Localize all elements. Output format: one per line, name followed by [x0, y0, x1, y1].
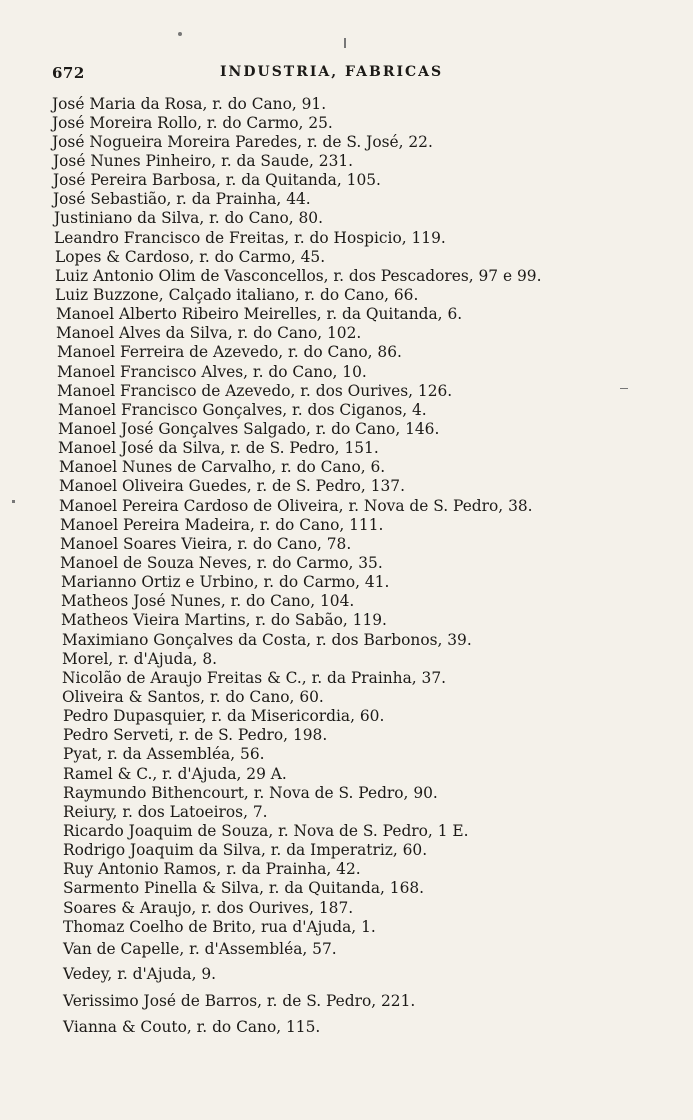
- directory-entry: Thomaz Coelho de Brito, rua d'Ajuda, 1.: [63, 918, 376, 936]
- directory-entry: José Maria da Rosa, r. do Cano, 91.: [52, 95, 327, 113]
- directory-entry: Manoel Francisco Gonçalves, r. dos Ciganos, 4.: [58, 401, 427, 419]
- directory-entry: Manoel Pereira Cardoso de Oliveira, r. Nova de S. Pedro, 38.: [59, 497, 533, 515]
- ink-speck: [620, 388, 628, 389]
- page-number: 672: [52, 64, 85, 82]
- directory-entry: Sarmento Pinella & Silva, r. da Quitanda, 168.: [63, 879, 425, 897]
- directory-entry: Leandro Francisco de Freitas, r. do Hospicio, 119.: [54, 229, 446, 247]
- directory-entry: Luiz Buzzone, Calçado italiano, r. do Cano, 66.: [55, 286, 419, 304]
- directory-entry: Ricardo Joaquim de Souza, r. Nova de S. Pedro, 1 E.: [63, 822, 469, 840]
- directory-entry: Pedro Dupasquier, r. da Misericordia, 60.: [63, 707, 385, 725]
- directory-entry: José Sebastião, r. da Prainha, 44.: [53, 190, 311, 208]
- directory-entry: José Nogueira Moreira Paredes, r. de S. José, 22.: [52, 133, 433, 151]
- directory-entry: Manoel Francisco de Azevedo, r. dos Ourives, 126.: [57, 382, 453, 400]
- directory-entry: Rodrigo Joaquim da Silva, r. da Imperatriz, 60.: [63, 841, 428, 859]
- directory-entry: Pyat, r. da Assembléa, 56.: [63, 745, 265, 763]
- directory-entry: Raymundo Bithencourt, r. Nova de S. Pedro, 90.: [63, 784, 438, 802]
- directory-entry: Vedey, r. d'Ajuda, 9.: [63, 965, 217, 983]
- running-head: INDUSTRIA, FABRICAS: [220, 64, 444, 80]
- directory-entry: Soares & Araujo, r. dos Ourives, 187.: [63, 899, 354, 917]
- directory-entry: José Pereira Barbosa, r. da Quitanda, 105.: [53, 171, 381, 189]
- ink-speck: [178, 32, 182, 36]
- directory-entry: José Nunes Pinheiro, r. da Saude, 231.: [53, 152, 354, 170]
- directory-entry: Manoel Soares Vieira, r. do Cano, 78.: [60, 535, 352, 553]
- directory-entry: Luiz Antonio Olim de Vasconcellos, r. dos Pescadores, 97 e 99.: [55, 267, 542, 285]
- directory-entry: Manoel Francisco Alves, r. do Cano, 10.: [57, 363, 367, 381]
- directory-entry: Matheos Vieira Martins, r. do Sabão, 119.: [61, 611, 387, 629]
- directory-entry: Manoel Nunes de Carvalho, r. do Cano, 6.: [59, 458, 386, 476]
- directory-entry: Verissimo José de Barros, r. de S. Pedro, 221.: [63, 992, 416, 1010]
- directory-entry: Oliveira & Santos, r. do Cano, 60.: [62, 688, 324, 706]
- directory-entry: Marianno Ortiz e Urbino, r. do Carmo, 41.: [61, 573, 390, 591]
- directory-entry: Manoel Alves da Silva, r. do Cano, 102.: [56, 324, 362, 342]
- directory-entry: Manoel Alberto Ribeiro Meirelles, r. da Quitanda, 6.: [56, 305, 463, 323]
- directory-entry: Van de Capelle, r. d'Assembléa, 57.: [63, 940, 337, 958]
- directory-entry: Manoel de Souza Neves, r. do Carmo, 35.: [60, 554, 383, 572]
- directory-entry: Lopes & Cardoso, r. do Carmo, 45.: [55, 248, 326, 266]
- directory-entry: Maximiano Gonçalves da Costa, r. dos Barbonos, 39.: [62, 631, 472, 649]
- directory-entry: Manoel Ferreira de Azevedo, r. do Cano, 86.: [57, 343, 402, 361]
- directory-entry: Manoel Oliveira Guedes, r. de S. Pedro, 137.: [59, 477, 405, 495]
- directory-entry: Reiury, r. dos Latoeiros, 7.: [63, 803, 268, 821]
- directory-entry: José Moreira Rollo, r. do Carmo, 25.: [52, 114, 333, 132]
- directory-entry: Manoel Pereira Madeira, r. do Cano, 111.: [60, 516, 384, 534]
- directory-entry: Manoel José Gonçalves Salgado, r. do Cano, 146.: [58, 420, 440, 438]
- directory-entry: Manoel José da Silva, r. de S. Pedro, 151.: [58, 439, 379, 457]
- directory-entry: Vianna & Couto, r. do Cano, 115.: [63, 1018, 321, 1036]
- directory-entry: Morel, r. d'Ajuda, 8.: [62, 650, 218, 668]
- directory-entry: Justiniano da Silva, r. do Cano, 80.: [54, 209, 323, 227]
- directory-entry: Ruy Antonio Ramos, r. da Prainha, 42.: [63, 860, 361, 878]
- directory-entry: Nicolão de Araujo Freitas & C., r. da Prainha, 37.: [62, 669, 447, 687]
- directory-entry: Ramel & C., r. d'Ajuda, 29 A.: [63, 765, 287, 783]
- ink-speck: [12, 500, 15, 503]
- directory-entry: Pedro Serveti, r. de S. Pedro, 198.: [63, 726, 328, 744]
- ink-speck: [344, 38, 346, 48]
- page-header: [52, 64, 482, 86]
- directory-entry: Matheos José Nunes, r. do Cano, 104.: [61, 592, 355, 610]
